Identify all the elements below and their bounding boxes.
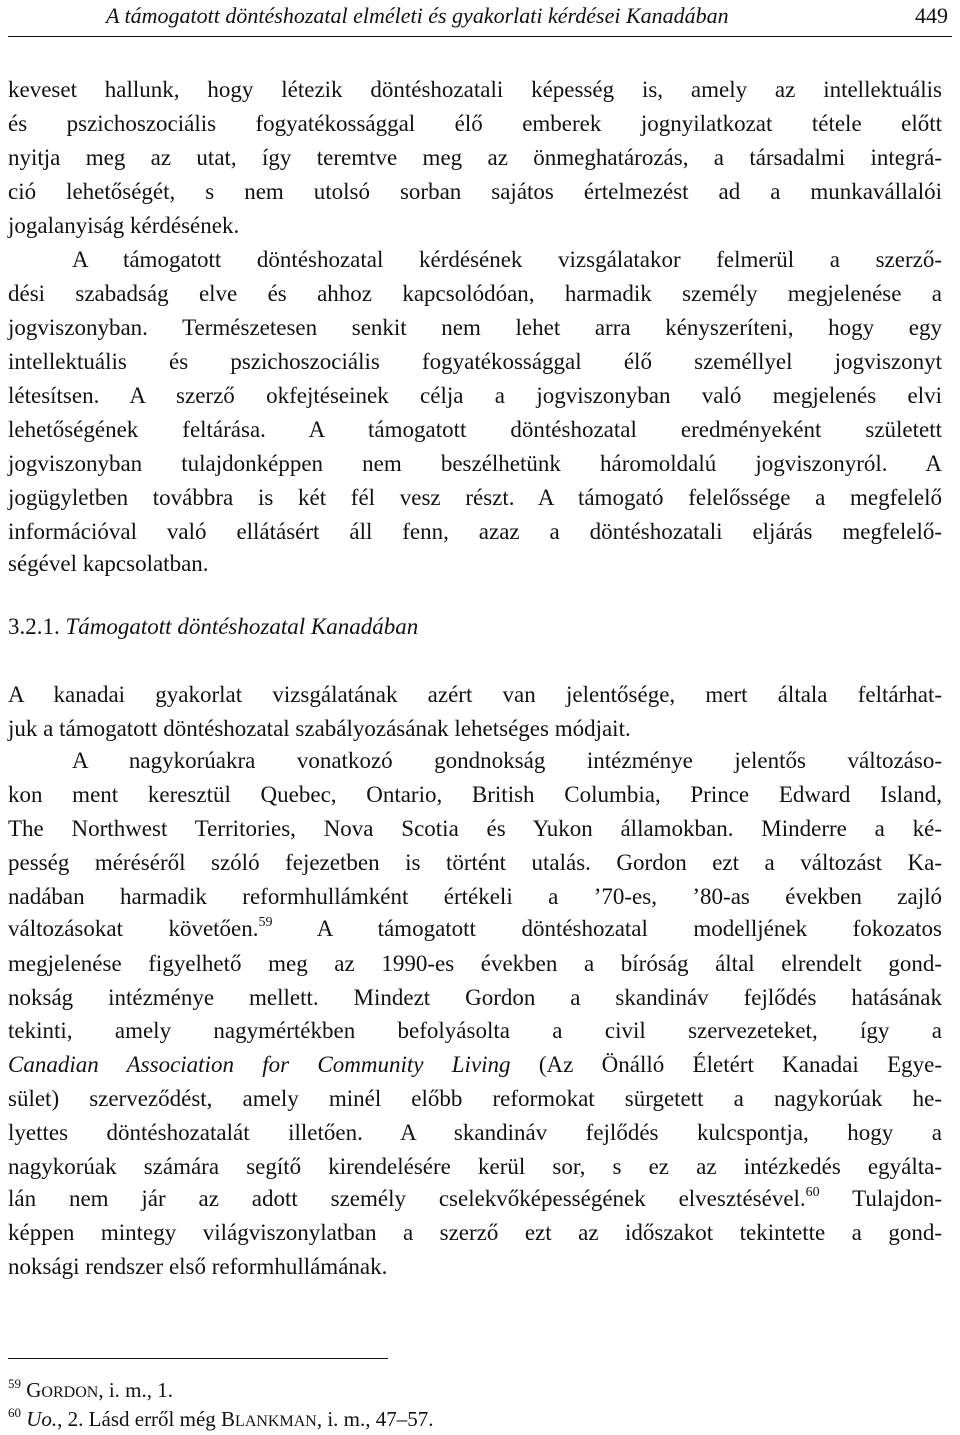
header-rule [8, 36, 952, 37]
text-run: lán nem jár az adott személy cselekvőképességének elvesztésével. [8, 1186, 806, 1211]
footnote-uo: Uo. [26, 1407, 58, 1431]
text-line: nagykorúak számára segítő kirendelésére kerül sor, s ez az intézkedés egyálta- [8, 1154, 942, 1179]
text-line: tekinti, amely nagymértékben befolyásolta a civil szervezeteket, így a [8, 1018, 942, 1043]
footnote-text: , i. m., 1. [98, 1378, 173, 1402]
text-line: jogalanyiság kérdésének. [8, 213, 240, 238]
author-smallcaps: ORDON [41, 1384, 99, 1401]
footnote-ref-59[interactable]: 59 [258, 915, 273, 930]
text-line: információval való ellátásért áll fenn, azaz a döntéshozatali eljárás megfelelő- [8, 519, 942, 544]
footnote-ref-60[interactable]: 60 [805, 1185, 820, 1200]
author-initial: G [26, 1378, 42, 1402]
text-run: (Az Önálló Életért Kanadai Egye- [510, 1052, 942, 1077]
running-header [8, 0, 952, 36]
text-line: juk a támogatott döntéshozatal szabályozásának lehetséges módjait. [8, 716, 631, 741]
text-line: megjelenése figyelhető meg az 1990-es években a bíróság által elrendelt gond- [8, 951, 942, 976]
text-line: jogviszonyban tulajdonképpen nem beszélhetünk háromoldalú jogviszonyról. A [8, 451, 942, 476]
text-line: dési szabadság elve és ahhoz kapcsolódóan, harmadik személy megjelenése a [8, 281, 942, 306]
page-number: 449 [915, 3, 948, 28]
text-line [8, 1050, 942, 1080]
organization-name: Canadian Association for Community Living [8, 1052, 511, 1077]
text-line: lyettes döntéshozatalát illetően. A skandináv fejlődés kulcspontja, hogy a [8, 1120, 942, 1145]
text-line: intellektuális és pszichoszociális fogyatékossággal élő személlyel jogviszonyt [8, 349, 942, 374]
section-heading [8, 612, 418, 642]
footnote-text: , 2. Lásd erről még B [57, 1407, 236, 1431]
text-line: lehetőségének feltárása. A támogatott döntéshozatal eredményeként született [8, 417, 942, 442]
text-line: jogügyletben továbbra is két fél vesz részt. A támogató felelőssége a megfelelő [8, 485, 942, 510]
author-smallcaps: LANKMAN [235, 1413, 317, 1430]
footnote-60 [8, 1406, 434, 1435]
text-line: ció lehetőségét, s nem utolsó sorban sajátos értelmezést ad a munkavállalói [8, 179, 942, 204]
section-number: 3.2.1. [8, 614, 60, 639]
footnote-59 [8, 1377, 173, 1406]
text-line: létesítsen. A szerző okfejtéseinek célja a jogviszonyban való megjelenés elvi [8, 383, 942, 408]
text-run: változásokat követően. [8, 916, 259, 941]
text-line: ségével kapcsolatban. [8, 551, 209, 576]
text-line: képpen mintegy világviszonylatban a szerző ezt az időszakot tekintette a gond- [8, 1220, 942, 1245]
text-line: keveset hallunk, hogy létezik döntéshozatali képesség is, amely az intellektuális [8, 77, 942, 102]
text-line [8, 1184, 942, 1214]
footnote-text: , i. m., 47–57. [316, 1407, 434, 1431]
text-line: jogviszonyban. Természetesen senkit nem lehet arra kényszeríteni, hogy egy [8, 315, 942, 340]
text-line [8, 914, 942, 944]
running-title: A támogatott döntéshozatal elméleti és gyakorlati kérdései Kanadában [106, 3, 729, 28]
section-title: Támogatott döntéshozatal Kanadában [65, 614, 419, 639]
text-line: pesség méréséről szóló fejezetben is történt utalás. Gordon ezt a változást Ka- [8, 850, 942, 875]
text-run: Tulajdon- [819, 1186, 942, 1211]
text-line: nadában harmadik reformhullámként értékeli a ’70-es, ’80-as években zajló [8, 884, 942, 909]
text-line: A támogatott döntéshozatal kérdésének vizsgálatakor felmerül a szerző- [72, 247, 942, 272]
text-line: kon ment keresztül Quebec, Ontario, British Columbia, Prince Edward Island, [8, 782, 942, 807]
text-line: és pszichoszociális fogyatékossággal élő emberek jognyilatkozat tétele előtt [8, 111, 942, 136]
text-line: nokság intézménye mellett. Mindezt Gordon a skandináv fejlődés hatásának [8, 985, 942, 1010]
text-line: noksági rendszer első reformhullámának. [8, 1254, 388, 1279]
footnote-number: 59 [8, 1376, 21, 1391]
text-line: A kanadai gyakorlat vizsgálatának azért van jelentősége, mert általa feltárhat- [8, 682, 942, 707]
text-line: The Northwest Territories, Nova Scotia és Yukon államokban. Minderre a ké- [8, 816, 942, 841]
text-line: sület) szerveződést, amely minél előbb reformokat sürgetett a nagykorúak he- [8, 1086, 942, 1111]
text-line: nyitja meg az utat, így teremtve meg az önmeghatározás, a társadalmi integrá- [8, 145, 942, 170]
text-line: A nagykorúakra vonatkozó gondnokság intézménye jelentős változáso- [72, 748, 942, 773]
footnote-rule [8, 1358, 388, 1359]
text-run: A támogatott döntéshozatal modelljének fokozatos [272, 916, 943, 941]
footnote-number: 60 [8, 1405, 21, 1420]
